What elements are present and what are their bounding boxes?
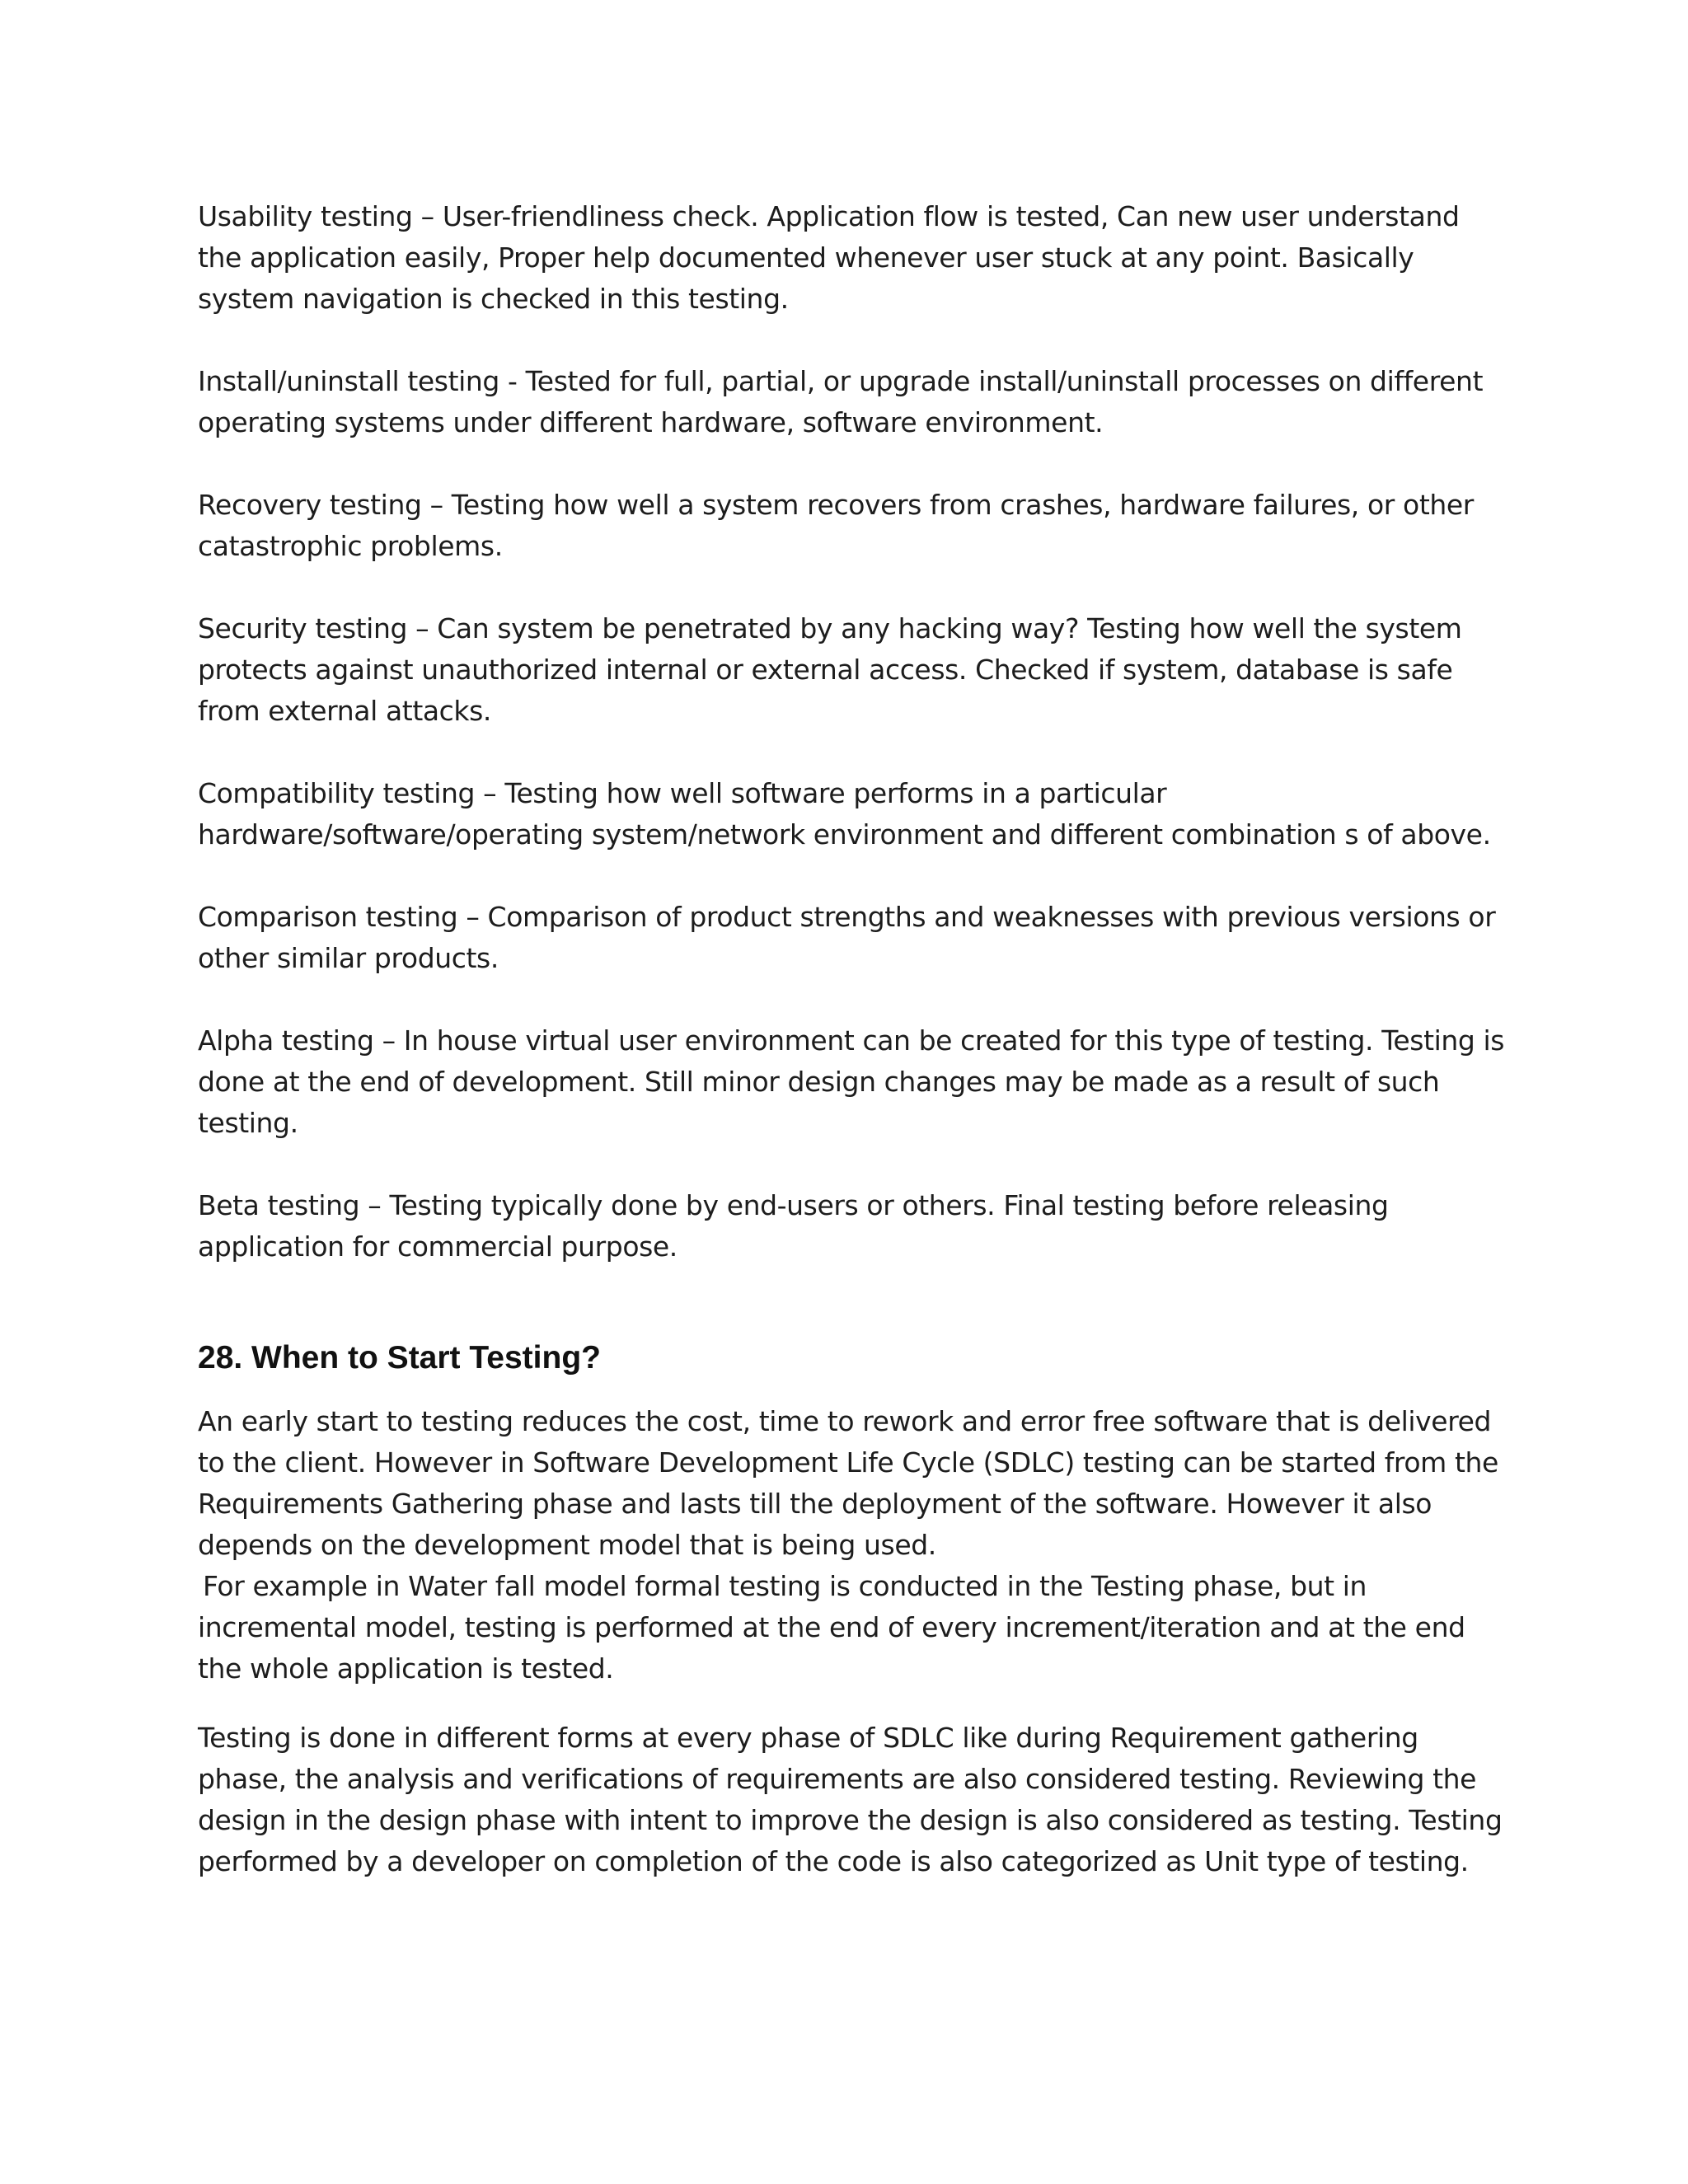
testing-types-list	[198, 196, 1508, 1268]
page-content	[198, 196, 1508, 1882]
section-heading: 28. When to Start Testing?	[198, 1340, 601, 1376]
recovery-testing-paragraph: Recovery testing – Testing how well a system recovers from crashes, hardware failures, or other catastrophic problems.	[198, 489, 1474, 562]
security-testing-paragraph: Security testing – Can system be penetrated by any hacking way? Testing how well the system protects against unauthorized internal or external access. Checked if system, database is safe from external attacks.	[198, 612, 1462, 727]
early-start-paragraph: An early start to testing reduces the cost, time to rework and error free software that is delivered to the client. However in Software Development Life Cycle (SDLC) testing can be started from the Requirements Gathering phase and lasts till the deployment of the software. However it also depends on the development model that is being used.	[198, 1405, 1498, 1561]
sdlc-phases-paragraph: Testing is done in different forms at every phase of SDLC like during Requirement gathering phase, the analysis and verifications of requirements are also considered testing. Reviewing the design in the design phase with intent to improve the design is also considered as testing. Testing performed by a developer on completion of the code is also categorized as Unit type of testing.	[198, 1722, 1503, 1877]
alpha-testing-paragraph: Alpha testing – In house virtual user environment can be created for this type of testing. Testing is done at the end of development. Still minor design changes may be made as a result of such testing.	[198, 1024, 1505, 1139]
usability-testing-paragraph: Usability testing – User-friendliness check. Application flow is tested, Can new user understand the application easily, Proper help documented whenever user stuck at any point. Basically system navigation is checked in this testing.	[198, 200, 1460, 315]
waterfall-example-paragraph: For example in Water fall model formal testing is conducted in the Testing phase, but in incremental model, testing is performed at the end of every increment/iteration and at the end the whole application is tested.	[198, 1570, 1465, 1685]
beta-testing-paragraph: Beta testing – Testing typically done by end-users or others. Final testing before releasing application for commercial purpose.	[198, 1189, 1389, 1263]
install-uninstall-testing-paragraph: Install/uninstall testing - Tested for full, partial, or upgrade install/uninstall processes on different operating systems under different hardware, software environment.	[198, 365, 1484, 438]
compatibility-testing-paragraph: Compatibility testing – Testing how well software performs in a particular hardware/software/operating system/network environment and different combination s of above.	[198, 777, 1491, 851]
comparison-testing-paragraph: Comparison testing – Comparison of product strengths and weaknesses with previous versions or other similar products.	[198, 901, 1496, 974]
